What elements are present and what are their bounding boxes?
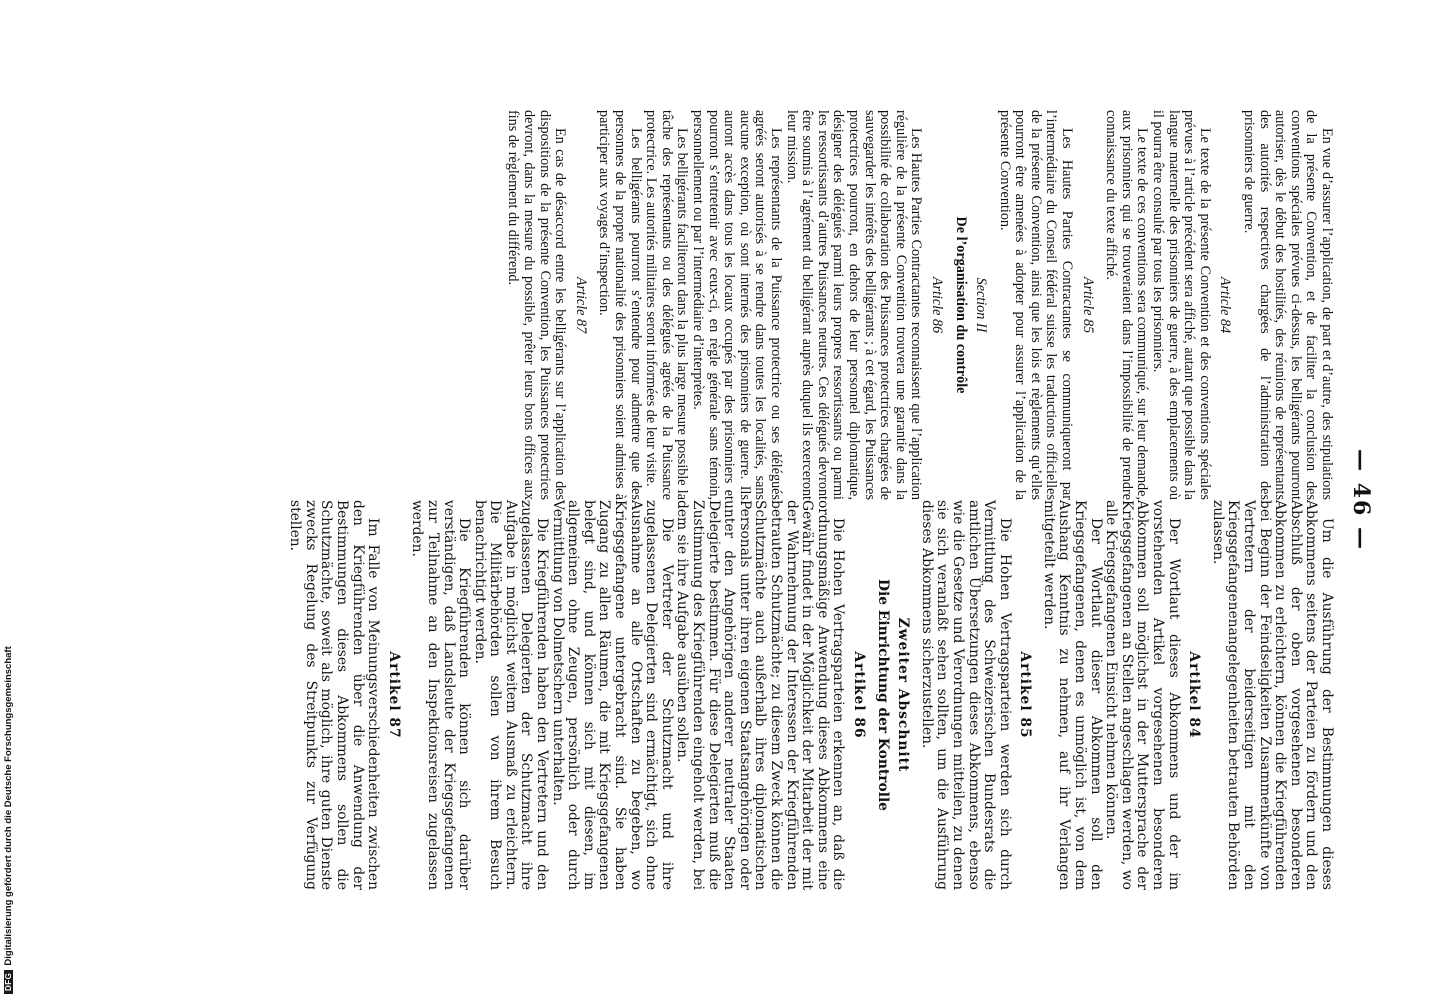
footer-strip: [0, 0, 16, 1000]
article-heading: Artikel 86: [850, 651, 867, 739]
funding-text: Digitalisierung gefördert durch die Deutsche Forschungsgemeinschaft: [2, 646, 14, 966]
page-number: — 46 —: [1348, 449, 1374, 551]
dfg-logo: DFG: [4, 970, 13, 994]
article-heading: Artikel 87: [385, 651, 402, 739]
paragraph: En vue d’assurer l’application, de part et d’autre, des stipulations de la présente Convention, et de faciliter la conclusion des conventions spéciales prévues ci-dessus, les belligérants pourront autoriser, dès le début des hostilités, des réunions de représentants des autorités respectives chargées de l’administration des prisonniers de guerre.: [1241, 110, 1335, 500]
paragraph: Les Hautes Parties Contractantes se communiqueront par l’intermédiaire du Conseil fédéral suisse les traductions officielles de la présente Convention, ainsi que les lois et règlements qu’elles pourront être amenées à adopter pour assurer l’application de la présente Convention.: [996, 110, 1076, 500]
paragraph: Die Hohen Vertragsparteien werden sich durch Vermittlung des Schweizerischen Bundesrats die amtlichen Übersetzungen dieses Abkommens, ebenso wie die Gesetze und Verordnungen mitteilen, zu denen sie sich veranlaßt sehen sollten, um die Ausführung dieses Abkommens sicherzustellen.: [918, 500, 1013, 890]
paragraph: Um die Ausführung der Bestimmungen dieses Abkommens seitens der Parteien zu fördern und den Abschluß der oben vorgesehenen besonderen Abkommen zu erleichtern, können die Kriegführenden bei Beginn der Feindseligkeiten Zusammenkünfte von Vertretern der beiderseitigen mit den Kriegsgefangenenangelegenheiten betrauten Behörden zulassen.: [1209, 500, 1335, 890]
article-heading: Article 86: [928, 276, 945, 334]
paragraph: Im Falle von Meinungsverschiedenheiten zwischen den Kriegführenden über die Anwendung der Bestimmungen dieses Abkommens sollen die Schutzmächte, soweit als möglich, ihre guten Dienste zwecks Regelung des Streitpunkts zur Verfügung stellen.: [287, 500, 382, 890]
article-heading: Article 84: [1217, 276, 1234, 334]
paragraph: Le texte de ces conventions sera communiqué, sur leur demande, aux prisonniers qui se trouveraient dans l’impossibilité de prendre connaissance du texte affiché.: [1103, 110, 1151, 500]
french-column: [505, 110, 1334, 500]
section-title: De l’organisation du contrôle: [952, 216, 969, 394]
funding-footer: [0, 0, 16, 1000]
paragraph: Die Vertreter der Schutzmacht und ihre zugelassenen Delegierten sind ermächtigt, sich ohne Ausnahme an alle Ortschaften zu begeben, wo Kriegsgefangene untergebracht sind. Sie haben Zugang zu allen Räumen, die mit Kriegsgefangenen belegt sind, und können sich mit diesen, im allgemeinen ohne Zeugen, persönlich oder durch Vermittlung von Dolmetschern unterhalten.: [549, 500, 675, 890]
section-title: Die Einrichtung der Kontrolle: [874, 579, 891, 811]
paragraph: Les belligérants faciliteront dans la plus large mesure possible la tâche des représentants ou des délégués agréés de la Puissance protectrice. Les autorités militaires seront informées de leur visite.: [643, 110, 691, 500]
paragraph: Die Hohen Vertragsparteien erkennen an, daß die ordnungsmäßige Anwendung dieses Abkommens eine Gewähr findet in der Möglichkeit der Mitarbeit der mit der Wahrnehmung der Interessen der Kriegführenden betrauten Schutzmächte; zu diesem Zweck können die Schutzmächte auch außerhalb ihres diplomatischen Personals unter ihren eigenen Staatsangehörigen oder unter den Angehörigen anderer neutraler Staaten Delegierte bestimmen. Für diese Delegierten muß die Zustimmung des Kriegführenden eingeholt werden, bei dem sie ihre Aufgabe ausüben sollen.: [674, 500, 847, 890]
article-heading: Article 87: [572, 276, 589, 334]
paragraph: Le texte de la présente Convention et des conventions spéciales prévues à l’article précédent sera affiché, autant que possible dans la langue maternelle des prisonniers de guerre, à des emplacements où il pourra être consulté par tous les prisonniers.: [1150, 110, 1213, 500]
paragraph: Die Kriegführenden haben den Vertretern und den zugelassenen Delegierten der Schutzmacht ihre Aufgabe in möglichst weitem Ausmaß zu erleichtern. Die Militärbehörden sollen von ihrem Besuch benachrichtigt werden.: [471, 500, 551, 890]
paragraph: Der Wortlaut dieses Abkommens und der im vorstehenden Artikel vorgesehenen besonderen Abkommen soll möglichst in der Muttersprache der Kriegsgefangenen an Stellen angeschlagen werden, wo alle Kriegsgefangenen Einsicht nehmen können.: [1103, 500, 1182, 890]
article-heading: Article 85: [1079, 276, 1096, 334]
paragraph: Die Kriegführenden können sich darüber verständigen, daß Landsleute der Kriegsgefangenen zur Teilnahme an den Inspektionsreisen zugelassen werden.: [409, 500, 473, 890]
paragraph: Der Wortlaut dieser Abkommen soll den Kriegsgefangenen, denen es unmöglich ist, von dem Aushang Kenntnis zu nehmen, auf ihr Verlangen mitgeteilt werden.: [1040, 500, 1104, 890]
article-heading: Artikel 84: [1186, 651, 1203, 739]
german-column: [287, 500, 1334, 890]
article-heading: Artikel 85: [1017, 651, 1034, 739]
paragraph: Les représentants de la Puissance protectrice ou ses délégués agréés seront autorisés à se rendre dans toutes les localités, sans aucune exception, où sont internés des prisonniers de guerre. Ils auront accès dans tous les locaux occupés par des prisonniers et pourront s’entretenir avec ceux-ci, en règle générale sans témoin, personnellement ou par l’intermédiaire d’interprètes.: [690, 110, 784, 500]
section-label: Section II: [973, 277, 990, 333]
paragraph: Les belligérants pourront s’entendre pour admettre que des personnes de la propre nationalité des prisonniers soient admises à participer aux voyages d’inspection.: [596, 110, 644, 500]
section-label: Zweiter Abschnitt: [895, 617, 912, 773]
paragraph: En cas de désaccord entre les belligérants sur l’application des dispositions de la présente Convention, les Puissances protectrices devront, dans la mesure du possible, prêter leurs bons offices aux fins de règlement du différend.: [505, 110, 569, 500]
paragraph: Les Hautes Parties Contractantes reconnaissent que l’application régulière de la présente Convention trouvera une garantie dans la possibilité de collaboration des Puissances protectrices chargées de sauvegarder les intérêts des belligérants ; à cet égard, les Puissances protectrices pourront, en dehors de leur personnel diplomatique, désigner des délégués parmi leurs propres ressortissants ou parmi les ressortissants d’autres Puissances neutres. Ces délégués devront être soumis à l’agrément du belligérant auprès duquel ils exerceront leur mission.: [783, 110, 925, 500]
